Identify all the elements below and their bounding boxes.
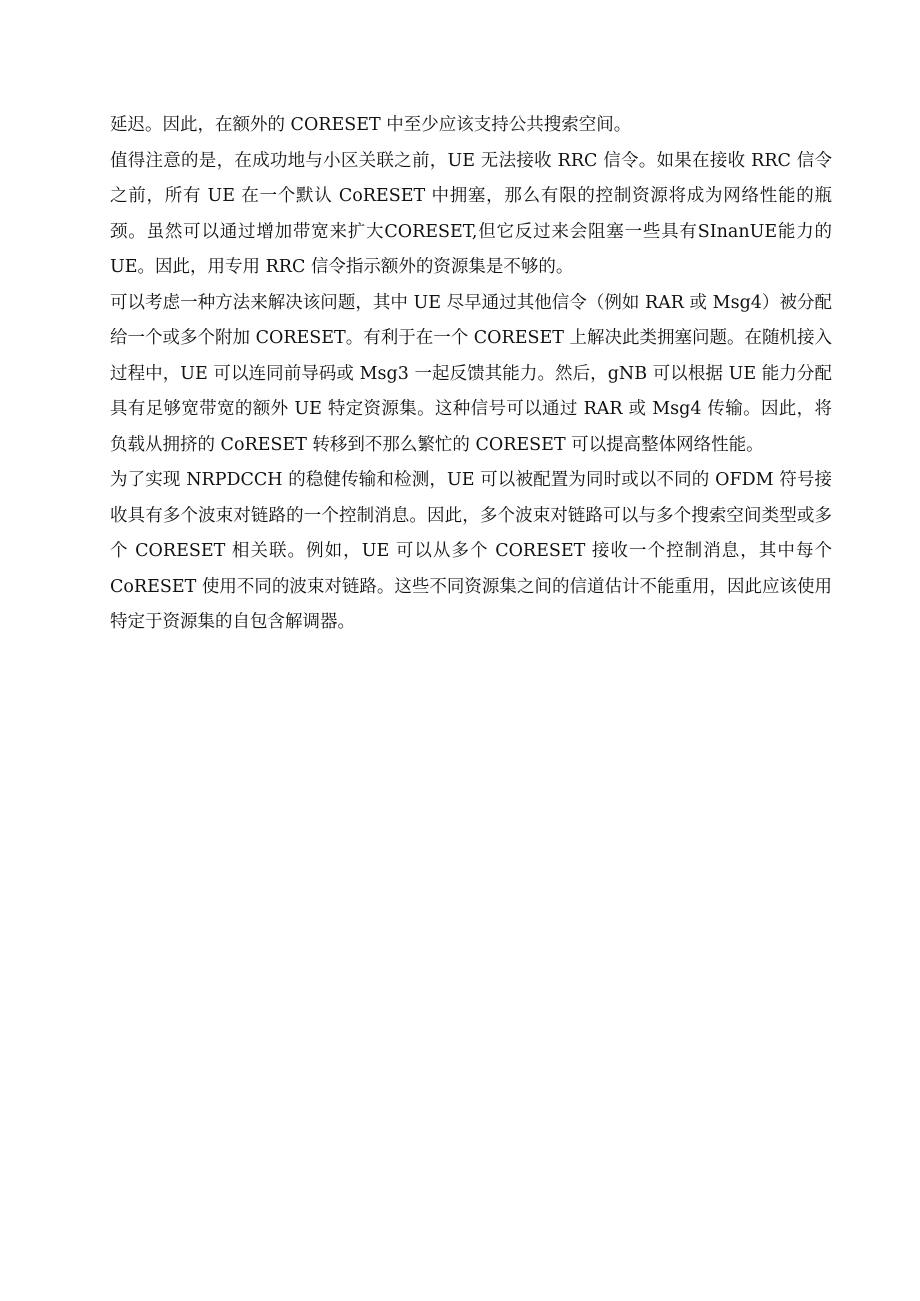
paragraph-2: 值得注意的是，在成功地与小区关联之前，UE 无法接收 RRC 信令。如果在接收 RRC 信令之前，所有 UE 在一个默认 CoRESET 中拥塞，那么有限的控制资源将成为网络性能的瓶颈。虽然可以通过增加带宽来扩大CORESET,但它反过来会阻塞一些具有SInanUE能力的UE。因此，用专用 RRC 信令指示额外的资源集是不够的。: [110, 150, 832, 277]
paragraph-1: 延迟。因此，在额外的 CORESET 中至少应该支持公共搜索空间。: [110, 115, 632, 135]
paragraph-3: 可以考虑一种方法来解决该问题，其中 UE 尽早通过其他信令（例如 RAR 或 Msg4）被分配给一个或多个附加 CORESET。有利于在一个 CORESET 上解决此类拥塞问题。在随机接入过程中，UE 可以连同前导码或 Msg3 一起反馈其能力。然后，gNB 可以根据 UE 能力分配具有足够宽带宽的额外 UE 特定资源集。这种信号可以通过 RAR 或 Msg4 传输。因此，将负载从拥挤的 CoRESET 转移到不那么繁忙的 CORESET 可以提高整体网络性能。: [110, 292, 832, 455]
body-text: [110, 108, 832, 641]
paragraph-4: 为了实现 NRPDCCH 的稳健传输和检测，UE 可以被配置为同时或以不同的 OFDM 符号接收具有多个波束对链路的一个控制消息。因此，多个波束对链路可以与多个搜索空间类型或多个 CORESET 相关联。例如，UE 可以从多个 CORESET 接收一个控制消息，其中每个 CoRESET 使用不同的波束对链路。这些不同资源集之间的信道估计不能重用，因此应该使用特定于资源集的自包含解调器。: [110, 470, 832, 632]
